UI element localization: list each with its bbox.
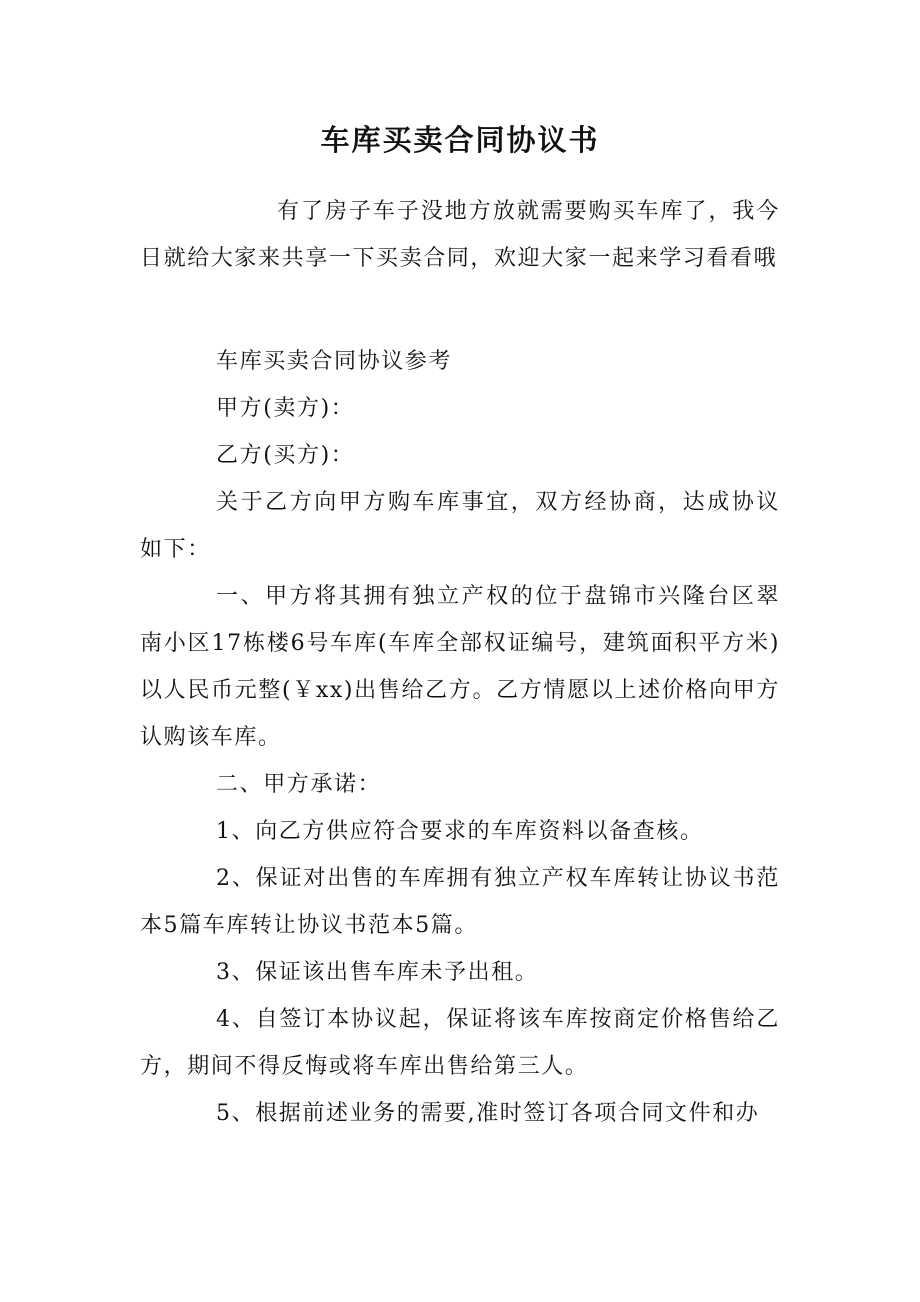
contract-heading: 车库买卖合同协议参考: [216, 349, 453, 374]
commitment-item-5: 5、根据前述业务的需要,准时签订各项合同文件和办: [216, 1101, 760, 1126]
document-title: 车库买卖合同协议书: [320, 123, 600, 157]
commitment-item-2: 2、保证对出售的车库拥有独立产权车库转让协议书范本5篇车库转让协议书范本5篇。: [140, 866, 780, 938]
party-b-line: 乙方(买方)：: [216, 443, 355, 468]
commitment-item-4: 4、自签订本协议起，保证将该车库按商定价格售给乙方，期间不得反悔或将车库出售给第三人。: [140, 1007, 780, 1079]
clause-two-heading: 二、甲方承诺：: [216, 772, 382, 797]
intro-paragraph: 有了房子车子没地方放就需要购买车库了，我今日就给大家来共享一下买卖合同，欢迎大家一起来学习看看哦: [140, 199, 780, 271]
party-a-line: 甲方(卖方)：: [216, 396, 355, 421]
commitment-item-1: 1、向乙方供应符合要求的车库资料以备查核。: [216, 819, 704, 844]
commitment-item-3: 3、保证该出售车库未予出租。: [216, 960, 539, 985]
clause-one: 一、甲方将其拥有独立产权的位于盘锦市兴隆台区翠南小区17栋楼6号车库(车库全部权证编号，建筑面积平方米)以人民币元整(￥xx)出售给乙方。乙方情愿以上述价格向甲方认购该车库。: [140, 584, 780, 750]
contract-body: [140, 338, 780, 1137]
document-page: [140, 110, 780, 1137]
agreement-preamble: 关于乙方向甲方购车库事宜，双方经协商，达成协议如下：: [140, 490, 780, 562]
